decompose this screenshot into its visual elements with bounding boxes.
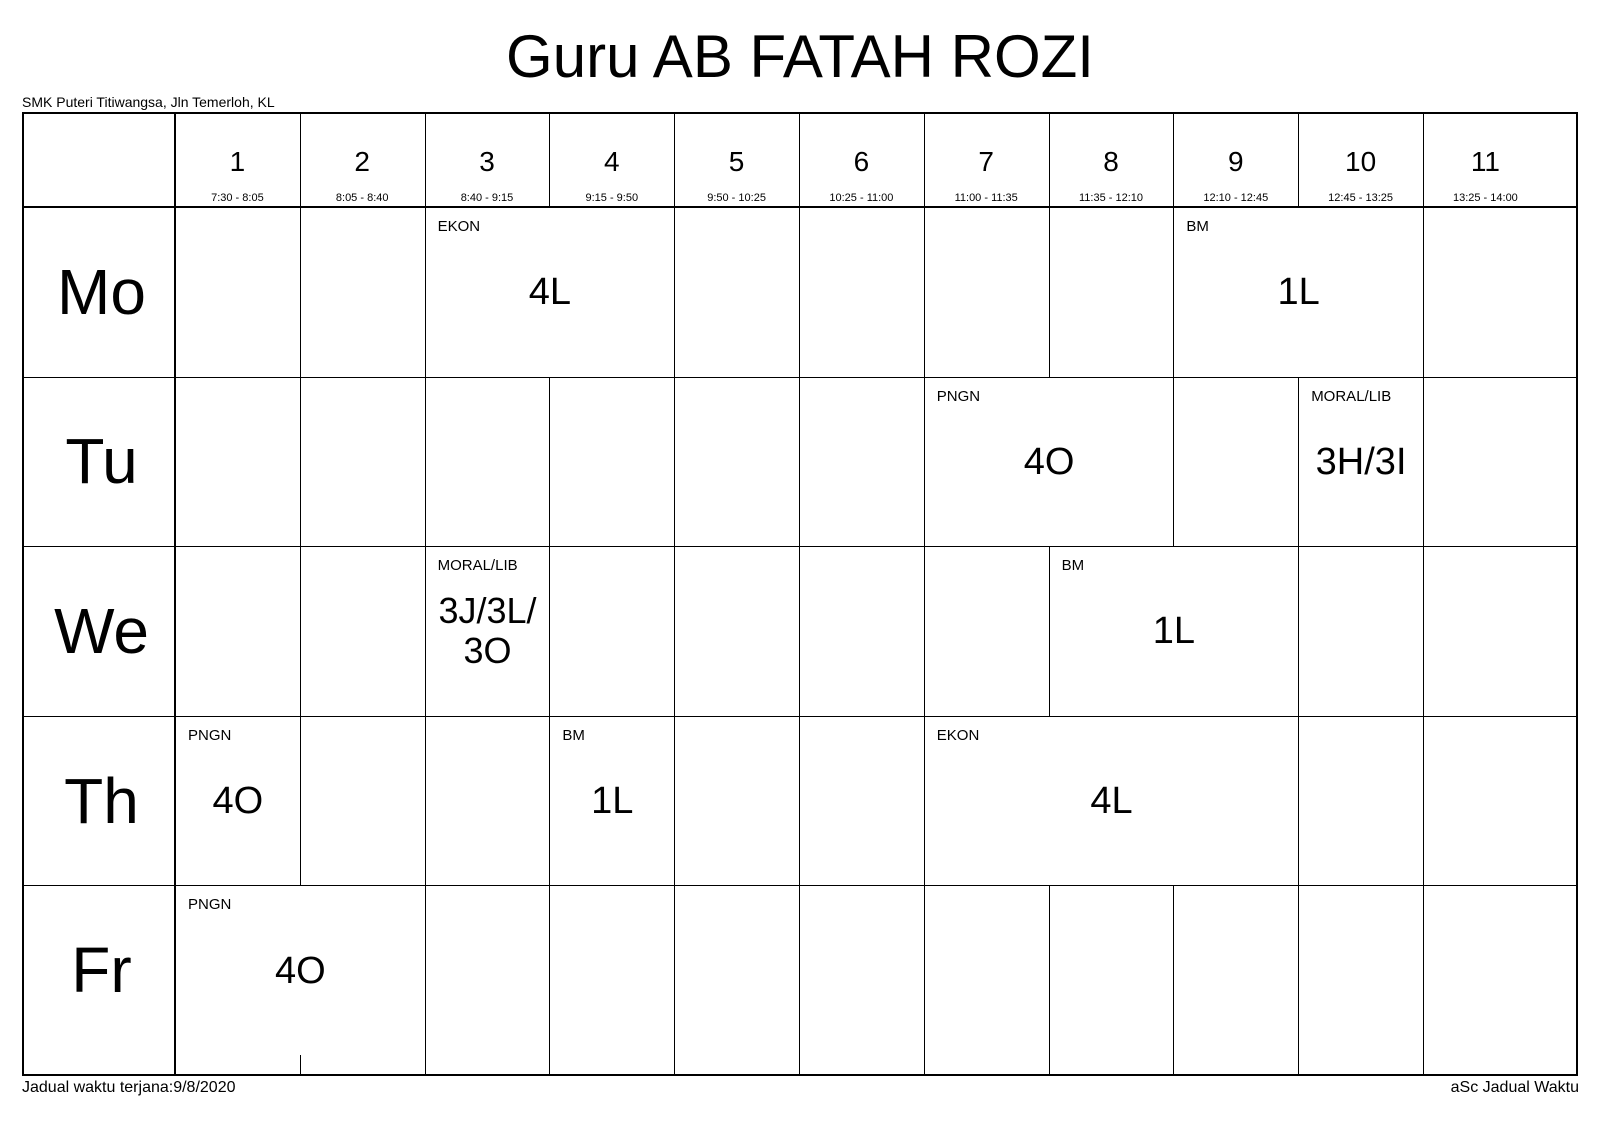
lesson-cell[interactable] <box>550 717 674 886</box>
period-header <box>300 114 425 209</box>
lesson-cell[interactable] <box>426 547 550 716</box>
lesson-class: 4O <box>274 949 326 992</box>
lesson-cell[interactable] <box>925 378 1174 547</box>
page-title: Guru AB FATAH ROZI <box>506 23 1094 90</box>
day-row-divider <box>24 546 1576 547</box>
lesson-cell[interactable] <box>925 717 1298 886</box>
lesson-subject: MORAL/LIB <box>1311 387 1392 405</box>
lesson-cell[interactable] <box>1174 208 1423 377</box>
period-number: 8 <box>1103 146 1119 177</box>
period-header <box>549 114 674 209</box>
lesson-class: 4L <box>1090 780 1133 823</box>
lesson-subject: BM <box>1186 218 1209 235</box>
lesson-cell[interactable] <box>1050 547 1299 716</box>
lesson-subject: PNGN <box>188 726 232 744</box>
lesson-cell[interactable] <box>426 208 675 377</box>
lesson-class: 1L <box>1152 610 1196 653</box>
period-column-divider <box>674 114 675 1074</box>
period-time: 12:10 - 12:45 <box>1203 192 1269 204</box>
period-number: 2 <box>354 146 370 177</box>
period-header <box>1423 114 1548 209</box>
period-header <box>1298 114 1423 209</box>
period-header <box>1173 114 1298 209</box>
period-number: 10 <box>1345 146 1377 177</box>
day-label: Fr <box>71 934 132 1007</box>
period-header <box>175 114 300 209</box>
period-time: 10:25 - 11:00 <box>829 192 894 204</box>
day-label: Mo <box>57 255 146 328</box>
school-name: SMK Puteri Titiwangsa, Jln Temerloh, KL <box>22 94 275 110</box>
period-header <box>674 114 799 209</box>
period-time: 9:50 - 10:25 <box>707 192 766 204</box>
lesson-class: 1L <box>591 780 634 823</box>
period-header <box>1049 114 1174 209</box>
lesson-class: 4O <box>1023 440 1075 483</box>
generated-date: Jadual waktu terjana:9/8/2020 <box>22 1079 236 1096</box>
period-number: 6 <box>853 146 870 177</box>
period-header <box>425 114 550 209</box>
period-time: 11:35 - 12:10 <box>1078 192 1143 204</box>
lesson-subject: BM <box>1061 557 1085 575</box>
period-number: 7 <box>978 146 994 177</box>
lesson-subject: EKON <box>936 726 980 744</box>
lesson-class: 3H/3I <box>1315 440 1407 483</box>
lesson-subject: PNGN <box>188 896 232 914</box>
lesson-class: 1L <box>1277 271 1320 314</box>
period-time: 13:25 - 14:00 <box>1452 192 1518 204</box>
period-time: 7:30 - 8:05 <box>211 192 264 204</box>
lesson-subject: BM <box>562 726 585 744</box>
day-label: We <box>54 595 149 667</box>
period-time: 8:40 - 9:15 <box>460 192 514 204</box>
period-number: 3 <box>479 146 495 177</box>
period-number: 1 <box>229 146 246 177</box>
period-column-divider <box>1423 114 1424 1074</box>
period-header <box>924 114 1049 209</box>
period-number: 11 <box>1470 146 1500 177</box>
lesson-class: 3J/3L/ 3O <box>438 590 537 672</box>
period-column-divider <box>924 114 925 1074</box>
lesson-subject: MORAL/LIB <box>437 557 518 575</box>
period-number: 4 <box>604 146 620 177</box>
period-time: 8:05 - 8:40 <box>335 192 389 204</box>
lesson-cell[interactable] <box>176 886 425 1055</box>
period-column-divider <box>799 114 800 1074</box>
period-time: 12:45 - 13:25 <box>1328 192 1393 204</box>
period-number: 5 <box>728 146 745 177</box>
software-credit: aSc Jadual Waktu <box>1450 1079 1579 1096</box>
lesson-cell[interactable] <box>1299 378 1423 547</box>
lesson-class: 4L <box>528 271 572 314</box>
lesson-class: 4O <box>212 780 264 823</box>
period-time: 9:15 - 9:50 <box>585 192 639 204</box>
period-number: 9 <box>1228 146 1244 177</box>
period-time: 11:00 - 11:35 <box>954 192 1018 204</box>
lesson-subject: PNGN <box>936 387 981 405</box>
timetable-grid <box>22 112 1578 1076</box>
lesson-cell[interactable] <box>176 717 300 886</box>
day-label: Th <box>64 764 139 837</box>
lesson-subject: EKON <box>437 218 481 235</box>
day-label: Tu <box>65 425 138 498</box>
period-header <box>799 114 924 209</box>
